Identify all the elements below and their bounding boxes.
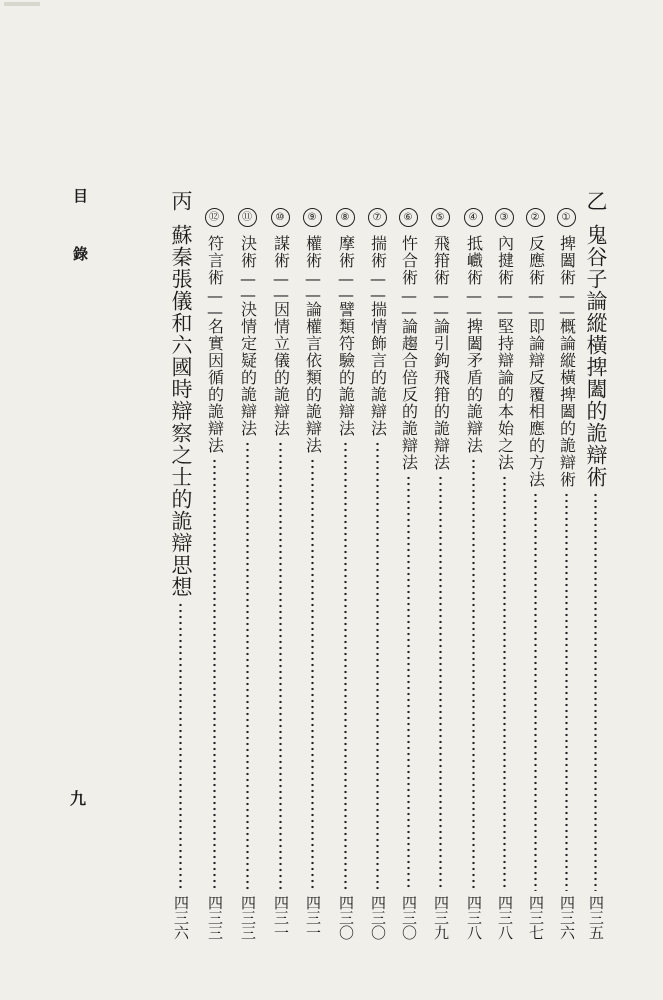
section-page-number: 四三五 [587, 895, 605, 940]
item-number: ⑧ [336, 208, 355, 227]
item-description: 概論縱橫捭闔的詭辯術 [557, 318, 577, 488]
toc-item-3[interactable] [495, 208, 514, 940]
dot-leader [279, 441, 282, 891]
item-page-number: 四三〇 [369, 895, 387, 940]
toc-section-bing[interactable] [170, 190, 191, 940]
item-title: 忤合術 [399, 235, 419, 286]
toc-item-2[interactable] [526, 208, 545, 940]
toc-item-9[interactable] [303, 208, 322, 940]
item-number: ⑪ [238, 208, 257, 227]
item-number: ④ [464, 208, 483, 227]
item-description: 論引鉤飛箝的詭辯法 [431, 318, 451, 471]
item-page-number: 四三七 [527, 895, 545, 940]
item-number: ⑥ [399, 208, 418, 227]
item-page-number: 四三八 [496, 895, 514, 940]
folio: 九 [70, 789, 87, 808]
em-dash: —— [557, 286, 577, 318]
dot-leader [344, 441, 347, 891]
item-description: 譬類符驗的詭辯法 [336, 301, 356, 437]
item-page-number: 四三〇 [337, 895, 355, 940]
em-dash: —— [495, 286, 515, 318]
item-description: 決情定疑的詭辯法 [238, 301, 258, 437]
item-title: 內揵術 [495, 235, 515, 286]
toc-section-yi[interactable] [585, 190, 606, 940]
item-page-number: 四三三 [239, 895, 257, 940]
toc-item-11[interactable] [238, 208, 257, 940]
toc-item-5[interactable] [431, 208, 450, 940]
toc-item-10[interactable] [271, 208, 290, 940]
dot-leader [472, 458, 475, 891]
item-description: 堅持辯論的本始之法 [495, 318, 515, 471]
dot-leader [213, 458, 216, 891]
item-number: ⑤ [431, 208, 450, 227]
item-number: ③ [495, 208, 514, 227]
dot-leader [179, 602, 182, 891]
item-title: 抵巇術 [464, 235, 484, 286]
dot-leader [376, 441, 379, 891]
item-number: ⑫ [205, 208, 224, 227]
toc-item-6[interactable] [399, 208, 418, 940]
item-page-number: 四三六 [558, 895, 576, 940]
em-dash: —— [526, 286, 546, 318]
item-description: 捭闔矛盾的詭辯法 [464, 318, 484, 454]
item-number: ⑦ [368, 208, 387, 227]
dot-leader [594, 492, 597, 891]
item-title: 反應術 [526, 235, 546, 286]
section-marker: 丙 [169, 190, 193, 212]
dot-leader [439, 475, 442, 891]
em-dash: —— [271, 269, 291, 301]
toc-item-12[interactable] [205, 208, 224, 940]
em-dash: —— [336, 269, 356, 301]
item-page-number: 四三八 [465, 895, 483, 940]
item-description: 因情立儀的詭辯法 [271, 301, 291, 437]
em-dash: —— [238, 269, 258, 301]
item-description: 論趨合倍反的詭辯法 [399, 318, 419, 471]
dot-leader [246, 441, 249, 891]
item-title: 捭闔術 [557, 235, 577, 286]
item-number: ⑩ [271, 208, 290, 227]
item-number: ② [526, 208, 545, 227]
em-dash: —— [431, 286, 451, 318]
item-title: 飛箝術 [431, 235, 451, 286]
toc-item-4[interactable] [464, 208, 483, 940]
section-page-number: 四三六 [172, 895, 190, 940]
item-page-number: 四三三 [206, 895, 224, 940]
item-description: 即論辯反覆相應的方法 [526, 318, 546, 488]
item-page-number: 四三一 [304, 895, 322, 940]
item-title: 揣術 [368, 235, 388, 269]
item-description: 名實因循的詭辯法 [205, 318, 225, 454]
item-page-number: 四三〇 [400, 895, 418, 940]
item-title: 謀術 [271, 235, 291, 269]
toc-item-8[interactable] [336, 208, 355, 940]
item-page-number: 四三一 [272, 895, 290, 940]
em-dash: —— [205, 286, 225, 318]
item-page-number: 四三九 [432, 895, 450, 940]
item-number: ⑨ [303, 208, 322, 227]
item-title: 摩術 [336, 235, 356, 269]
toc-item-1[interactable] [557, 208, 576, 940]
em-dash: —— [303, 269, 323, 301]
em-dash: —— [399, 286, 419, 318]
section-marker: 乙 [584, 190, 608, 212]
item-number: ① [557, 208, 576, 227]
scan-mark [4, 2, 40, 6]
dot-leader [565, 492, 568, 891]
item-title: 權術 [303, 235, 323, 269]
item-description: 論權言依類的詭辯法 [303, 301, 323, 454]
running-head-mu: 目 [71, 188, 89, 203]
dot-leader [407, 475, 410, 891]
em-dash: —— [368, 269, 388, 301]
running-head-lu: 錄 [71, 246, 89, 261]
section-title: 蘇秦張儀和六國時辯察之士的詭辯思想 [169, 224, 193, 598]
item-title: 決術 [238, 235, 258, 269]
item-description: 揣情飾言的詭辯法 [368, 301, 388, 437]
dot-leader [311, 458, 314, 891]
em-dash: —— [464, 286, 484, 318]
section-title: 鬼谷子論縱橫捭闔的詭辯術 [584, 224, 608, 488]
toc-item-7[interactable] [368, 208, 387, 940]
dot-leader [534, 492, 537, 891]
dot-leader [503, 475, 506, 891]
item-title: 符言術 [205, 235, 225, 286]
